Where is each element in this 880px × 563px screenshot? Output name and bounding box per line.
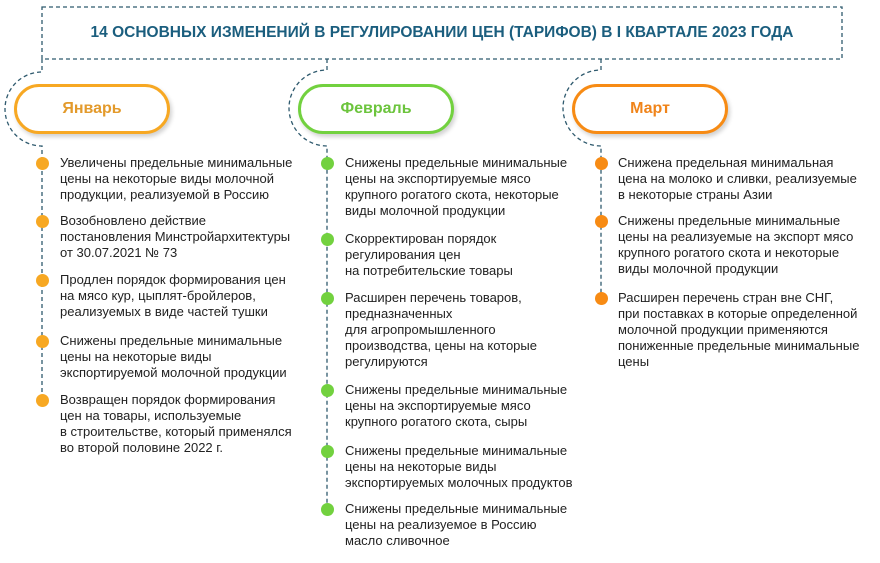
bullet-dot-icon (595, 157, 608, 170)
bullet-dot-icon (321, 445, 334, 458)
bullet-dot-icon (595, 292, 608, 305)
change-item: Снижены предельные минимальные цены на некоторые виды экспортируемой молочной продукции (60, 333, 287, 380)
bullet-dot-icon (321, 292, 334, 305)
change-item: Снижены предельные минимальные цены на экспортируемые мясо крупного рогатого скота, сыры (345, 382, 568, 429)
month-pill-january: Январь (14, 84, 170, 134)
month-pill-march: Март (572, 84, 728, 134)
change-item: Увеличены предельные минимальные цены на некоторые виды молочной продукции, реализуемой в Россию (60, 155, 293, 202)
change-item: Расширен перечень стран вне СНГ, при поставках в которые определенной молочной продукции применяются пониженные предельные минимальные цены (618, 290, 860, 369)
bullet-dot-icon (321, 157, 334, 170)
change-item: Снижены предельные минимальные цены на некоторые виды экспортируемых молочных продуктов (345, 443, 573, 490)
change-item: Снижена предельная минимальная цена на молоко и сливки, реализуемые в некоторые страны Азии (618, 155, 857, 202)
page-title: 14 ОСНОВНЫХ ИЗМЕНЕНИЙ В РЕГУЛИРОВАНИИ ЦЕН (ТАРИФОВ) В I КВАРТАЛЕ 2023 ГОДА (90, 24, 794, 41)
change-item: Скорректирован порядок регулирования цен на потребительские товары (345, 231, 513, 278)
bullet-dot-icon (321, 233, 334, 246)
bullet-dot-icon (36, 215, 49, 228)
bullet-dot-icon (36, 157, 49, 170)
change-item: Снижены предельные минимальные цены на реализуемые на экспорт мясо крупного рогатого скота и некоторые виды молочной продукции (618, 213, 854, 276)
bullet-dot-icon (36, 274, 49, 287)
month-pill-february: Февраль (298, 84, 454, 134)
bullet-dot-icon (595, 215, 608, 228)
change-item: Возобновлено действие постановления Минстройархитектуры от 30.07.2021 № 73 (60, 213, 291, 260)
bullet-dot-icon (36, 394, 49, 407)
bullet-dot-icon (36, 335, 49, 348)
change-item: Снижены предельные минимальные цены на экспортируемые мясо крупного рогатого скота, некоторые виды молочной продукции (345, 155, 568, 218)
bullet-dot-icon (321, 384, 334, 397)
change-item: Возвращен порядок формирования цен на товары, используемые в строительстве, который применялся во второй половине 2022 г. (60, 392, 292, 455)
bullet-dot-icon (321, 503, 334, 516)
change-item: Расширен перечень товаров, предназначенных для агропромышленного производства, цены на которые регулируются (345, 290, 537, 369)
change-item: Снижены предельные минимальные цены на реализуемое в Россию масло сливочное (345, 501, 568, 548)
change-item: Продлен порядок формирования цен на мясо кур, цыплят-бройлеров, реализуемых в виде частей тушки (60, 272, 286, 319)
